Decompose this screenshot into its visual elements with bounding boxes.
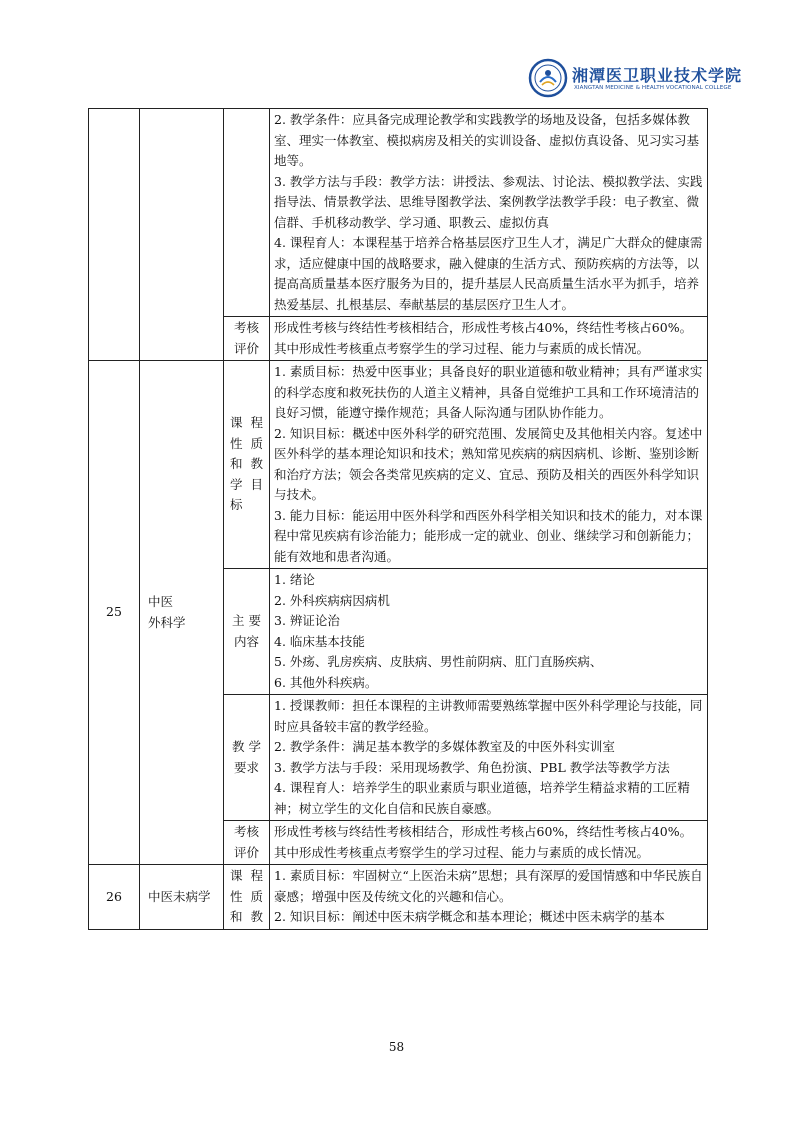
- requirement-item: 2. 教学条件：应具备完成理论教学和实践教学的场地及设备，包括多媒体教室、理实一体教室、模拟病房及相关的实训设备、虚拟仿真设备、见习实习基地等。: [274, 112, 700, 168]
- course26-number: 26: [89, 865, 140, 930]
- prev-assessment-content: 形成性考核与终结性考核相结合，形成性考核占40%，终结性考核占60%。其中形成性考核重点考察学生的学习过程、能力与素质的成长情况。: [270, 317, 708, 361]
- course25-content-label: 主 要 内容: [224, 569, 270, 695]
- course25-requirements-content: [270, 695, 708, 821]
- requirement-item: 4. 课程育人：本课程基于培养合格基层医疗卫生人才，满足广大群众的健康需求，适应健康中国的战略要求，融入健康的生活方式、预防疾病的方法等，以提高高质量基本医疗服务为目的，提升基层人民高质量生活水平为抓手，培养热爱基层、扎根基层、奉献基层的基层医疗卫生人才。: [274, 235, 703, 312]
- course26-name: 中医未病学: [140, 865, 224, 930]
- course25-objectives-label: 课 程 性 质 和 教 学 目 标: [224, 361, 270, 569]
- objective-item: 3. 能力目标：能运用中医外科学和西医外科学相关知识和技术的能力，对本课程中常见疾病有诊治能力；能形成一定的就业、创业、继续学习和创新能力；能有效地和患者沟通。: [274, 507, 703, 564]
- objective-item: 2. 知识目标：阐述中医未病学概念和基本理论；概述中医未病学的基本: [274, 909, 665, 924]
- course25-requirements-label: 教 学 要求: [224, 695, 270, 821]
- course26-objectives-label: 课 程 性 质 和 教: [224, 865, 270, 930]
- requirement-item: 3. 教学方法与手段：采用现场教学、角色扮演、PBL 教学法等教学方法: [274, 759, 670, 775]
- content-item: 6. 其他外科疾病。: [274, 674, 378, 690]
- course25-assessment-label: 考核 评价: [224, 821, 270, 865]
- course26-objectives-content: [270, 865, 708, 930]
- college-logo: [528, 58, 743, 108]
- requirement-item: 3. 教学方法与手段：教学方法：讲授法、参观法、讨论法、模拟教学法、实践指导法、情景教学法、思维导图教学法、案例教学法教学手段：电子教室、微信群、手机移动教学、学习通、职教云、虚拟仿真: [274, 173, 703, 230]
- course25-name: 中医 外科学: [140, 361, 224, 865]
- content-item: 3. 辨证论治: [274, 613, 340, 628]
- prev-course-number: [89, 109, 140, 361]
- course25-assessment-content: 形成性考核与终结性考核相结合，形成性考核占60%，终结性考核占40%。其中形成性考核重点考察学生的学习过程、能力与素质的成长情况。: [270, 821, 708, 865]
- content-item: 1. 绪论: [274, 572, 315, 587]
- course26-objectives-row: [89, 865, 708, 930]
- requirement-item: 1. 授课教师：担任本课程的主讲教师需要熟练掌握中医外科学理论与技能，同时应具备较丰富的教学经验。: [274, 698, 703, 734]
- curriculum-table: [88, 108, 708, 930]
- course25-content-list: [270, 569, 708, 695]
- objective-item: 2. 知识目标：概述中医外科学的研究范围、发展简史及其他相关内容。复述中医外科学的基本理论知识和技术；熟知常见疾病的病因病机、诊断、鉴别诊断和治疗方法；领会各类常见疾病的定义、宜忌、预防及相关的西医外科学知识与技术。: [274, 425, 703, 502]
- requirement-item: 2. 教学条件：满足基本教学的多媒体教室及的中医外科实训室: [274, 739, 615, 754]
- prev-requirements-content: [270, 109, 708, 317]
- prev-requirements-label: [224, 109, 270, 317]
- college-name-cn: 湘潭医卫职业技术学院: [572, 66, 743, 85]
- course25-objectives-row: [89, 361, 708, 569]
- requirement-item: 4. 课程育人：培养学生的职业素质与职业道德，培养学生精益求精的工匠精神；树立学生的文化自信和民族自豪感。: [274, 780, 690, 816]
- content-item: 2. 外科疾病病因病机: [274, 592, 390, 608]
- objective-item: 1. 素质目标：牢固树立“上医治未病”思想；具有深厚的爱国情感和中华民族自豪感；增强中医及传统文化的兴趣和信心。: [274, 868, 703, 904]
- prev-assessment-label: 考核 评价: [224, 317, 270, 361]
- course25-number: 25: [89, 361, 140, 865]
- page-number: 58: [388, 1040, 405, 1054]
- college-name-en: XIANGTAN MEDICINE & HEALTH VOCATIONAL COLLEGE: [574, 85, 732, 91]
- prev-course-name: [140, 109, 224, 361]
- prev-requirements-row: [89, 109, 708, 317]
- content-item: 4. 临床基本技能: [274, 633, 365, 649]
- content-item: 5. 外疡、乳房疾病、皮肤病、男性前阴病、肛门直肠疾病、: [274, 654, 603, 669]
- objective-item: 1. 素质目标：热爱中医事业；具备良好的职业道德和敬业精神；具有严谨求实的科学态度和救死扶伤的人道主义精神，具备自觉维护工具和工作环境清洁的良好习惯，能遵守操作规范；具备人际沟通与团队协作能力。: [274, 364, 703, 420]
- college-emblem-icon: [528, 58, 568, 98]
- course25-objectives-content: [270, 361, 708, 569]
